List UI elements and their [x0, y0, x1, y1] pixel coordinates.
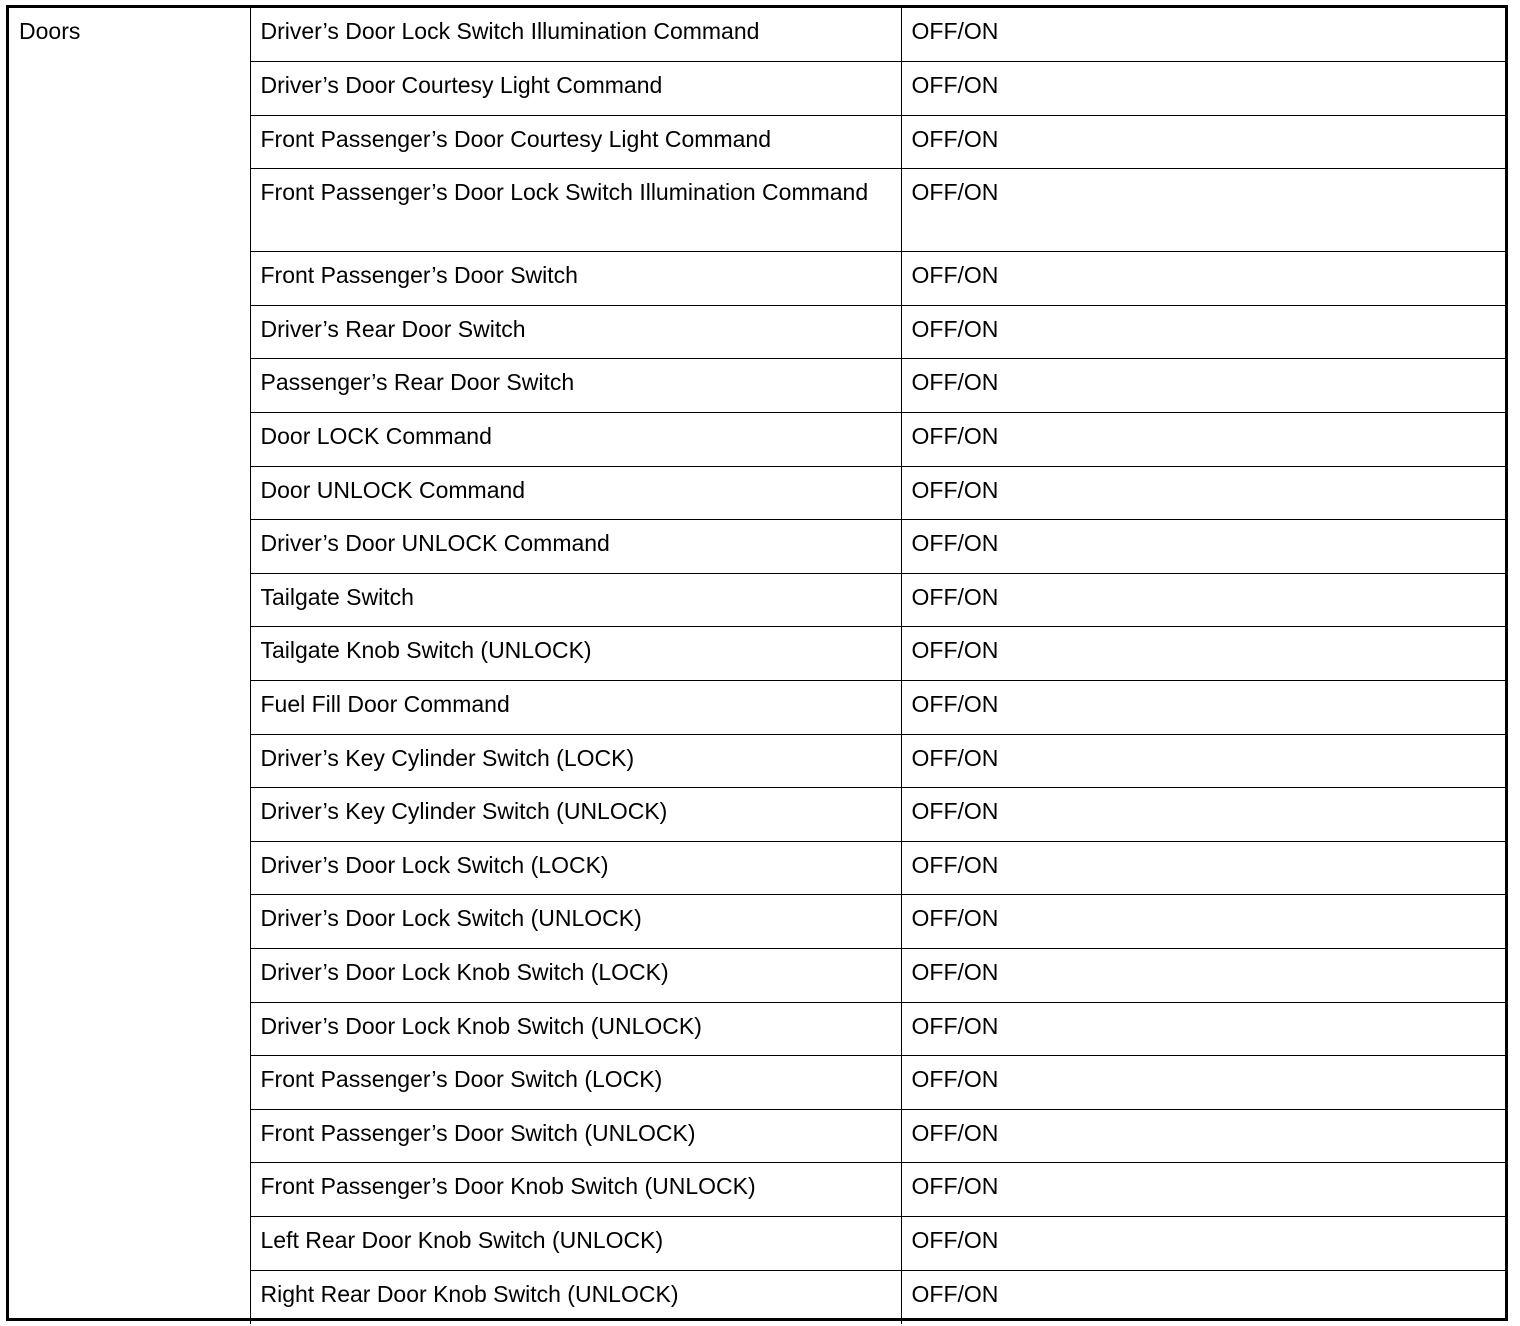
value-cell: OFF/ON: [901, 627, 1505, 681]
value-cell: OFF/ON: [901, 359, 1505, 413]
value-cell: OFF/ON: [901, 169, 1505, 252]
category-cell: Doors: [9, 8, 250, 1324]
value-cell: OFF/ON: [901, 305, 1505, 359]
doors-parameter-table-frame: [6, 5, 1508, 1321]
value-cell: OFF/ON: [901, 413, 1505, 467]
parameter-cell: Driver’s Door Lock Switch (UNLOCK): [250, 895, 901, 949]
parameter-cell: Driver’s Door UNLOCK Command: [250, 520, 901, 574]
value-cell: OFF/ON: [901, 1002, 1505, 1056]
parameter-cell: Driver’s Key Cylinder Switch (LOCK): [250, 734, 901, 788]
parameter-cell: Front Passenger’s Door Switch (LOCK): [250, 1056, 901, 1110]
table-row: [9, 8, 1505, 62]
parameter-cell: Tailgate Knob Switch (UNLOCK): [250, 627, 901, 681]
value-cell: OFF/ON: [901, 573, 1505, 627]
value-cell: OFF/ON: [901, 895, 1505, 949]
parameter-cell: Driver’s Door Lock Switch Illumination Command: [250, 8, 901, 62]
value-cell: OFF/ON: [901, 520, 1505, 574]
doors-parameter-table: [9, 8, 1505, 1324]
parameter-cell: Front Passenger’s Door Knob Switch (UNLOCK): [250, 1163, 901, 1217]
value-cell: OFF/ON: [901, 841, 1505, 895]
parameter-cell: Front Passenger’s Door Switch (UNLOCK): [250, 1109, 901, 1163]
value-cell: OFF/ON: [901, 466, 1505, 520]
value-cell: OFF/ON: [901, 252, 1505, 306]
value-cell: OFF/ON: [901, 115, 1505, 169]
parameter-cell: Tailgate Switch: [250, 573, 901, 627]
parameter-cell: Passenger’s Rear Door Switch: [250, 359, 901, 413]
value-cell: OFF/ON: [901, 949, 1505, 1003]
parameter-cell: Driver’s Rear Door Switch: [250, 305, 901, 359]
parameter-cell: Front Passenger’s Door Lock Switch Illumination Command: [250, 169, 901, 252]
value-cell: OFF/ON: [901, 1216, 1505, 1270]
parameter-cell: Driver’s Door Lock Knob Switch (UNLOCK): [250, 1002, 901, 1056]
value-cell: OFF/ON: [901, 8, 1505, 62]
parameter-cell: Front Passenger’s Door Courtesy Light Command: [250, 115, 901, 169]
value-cell: OFF/ON: [901, 788, 1505, 842]
parameter-cell: Door LOCK Command: [250, 413, 901, 467]
parameter-cell: Left Rear Door Knob Switch (UNLOCK): [250, 1216, 901, 1270]
value-cell: OFF/ON: [901, 734, 1505, 788]
table-body: [9, 8, 1505, 1324]
parameter-cell: Front Passenger’s Door Switch: [250, 252, 901, 306]
value-cell: OFF/ON: [901, 681, 1505, 735]
value-cell: OFF/ON: [901, 62, 1505, 116]
value-cell: OFF/ON: [901, 1109, 1505, 1163]
parameter-cell: Fuel Fill Door Command: [250, 681, 901, 735]
parameter-cell: Driver’s Door Lock Switch (LOCK): [250, 841, 901, 895]
parameter-cell: Right Rear Door Knob Switch (UNLOCK): [250, 1270, 901, 1324]
parameter-cell: Driver’s Key Cylinder Switch (UNLOCK): [250, 788, 901, 842]
value-cell: OFF/ON: [901, 1163, 1505, 1217]
parameter-cell: Driver’s Door Lock Knob Switch (LOCK): [250, 949, 901, 1003]
value-cell: OFF/ON: [911, 1280, 999, 1307]
parameter-cell: Door UNLOCK Command: [250, 466, 901, 520]
parameter-cell: Driver’s Door Courtesy Light Command: [250, 62, 901, 116]
value-cell: OFF/ON: [901, 1056, 1505, 1110]
